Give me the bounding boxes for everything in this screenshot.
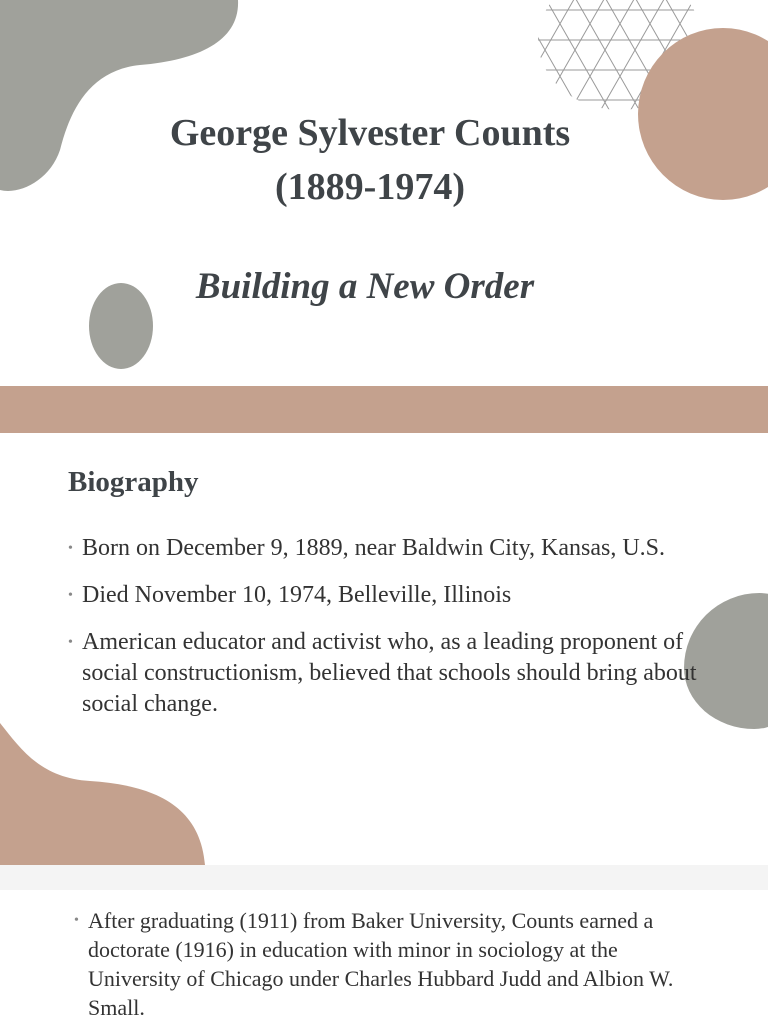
- bullet-dot-icon: •: [68, 588, 73, 603]
- bullet-dot-icon: •: [74, 913, 79, 928]
- slide-divider-band: [0, 386, 768, 433]
- list-item: [74, 906, 708, 1022]
- title-years: (1889-1974): [275, 166, 465, 208]
- slide-gap: [0, 865, 768, 890]
- biography-list: [68, 533, 702, 736]
- slide-subtitle: Building a New Order: [195, 266, 535, 307]
- education-slide: [0, 890, 768, 1024]
- title-name: George Sylvester Counts: [169, 112, 571, 154]
- bullet-dot-icon: •: [68, 635, 73, 650]
- title-slide: [0, 0, 768, 386]
- list-item: [68, 627, 702, 720]
- biography-slide: [0, 433, 768, 865]
- list-item: [68, 580, 702, 611]
- education-list: [74, 906, 708, 1022]
- list-item-text: After graduating (1911) from Baker University, Counts earned a doctorate (1916) in education with minor in sociology at the University of Chicago under Charles Hubbard Judd and Albion W. Small.: [88, 908, 674, 1020]
- section-heading: Biography: [68, 466, 199, 498]
- list-item-text: Died November 10, 1974, Belleville, Illinois: [82, 582, 512, 608]
- tan-blob-bottom-left: [0, 723, 210, 865]
- list-item: [68, 533, 702, 564]
- list-item-text: Born on December 9, 1889, near Baldwin City, Kansas, U.S.: [82, 535, 666, 561]
- slide-title: [0, 106, 740, 214]
- bullet-dot-icon: •: [68, 541, 73, 556]
- list-item-text: American educator and activist who, as a leading proponent of social constructionism, believed that schools should bring about social change.: [82, 629, 697, 717]
